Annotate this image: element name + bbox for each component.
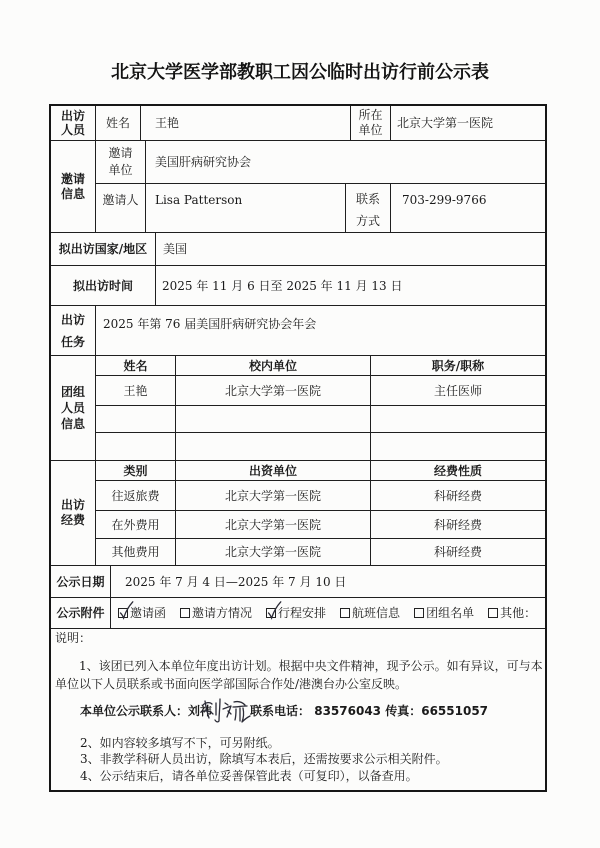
note-item-1: 1、该团已列入本单位年度出访计划。根据中央文件精神，现予公示。如有异议，可与本单位以下人员联系或书面向医学部国际合作处/港澳台办公室反映。 — [55, 659, 543, 691]
funding-section-cell — [50, 460, 96, 566]
group-header-name: 姓名 — [123, 358, 148, 373]
funding-category: 在外费用 — [111, 517, 160, 532]
inviting-org-label-cell — [95, 140, 146, 184]
traveler-name-label: 姓名 — [105, 116, 130, 130]
group-empty-cell — [370, 405, 546, 433]
funding-row-category-cell — [95, 510, 176, 539]
inviting-org-cell — [145, 140, 546, 184]
traveler-unit-label: 所在单位 — [358, 108, 383, 137]
contact-name: 刘祎 — [188, 704, 213, 718]
funding-row-payer-cell — [175, 510, 371, 539]
inviter-cell — [145, 183, 346, 233]
traveler-section-label: 出访人员 — [60, 109, 85, 137]
funding-category: 往返旅费 — [111, 488, 160, 503]
funding-payer: 北京大学第一医院 — [224, 545, 321, 559]
funding-payer: 北京大学第一医院 — [224, 488, 321, 503]
funding-row-category-cell — [95, 538, 176, 566]
checkbox — [340, 608, 350, 618]
attachment-item-inviter-info — [180, 605, 252, 621]
destination-cell — [155, 232, 546, 266]
traveler-unit-value: 北京大学第一医院 — [397, 116, 494, 130]
traveler-section-cell — [50, 105, 96, 141]
funding-category: 其他费用 — [111, 545, 160, 559]
funding-row-type-cell — [370, 510, 546, 539]
group-members-section-label: 团组人员信息 — [60, 385, 85, 431]
group-row-title-cell — [370, 375, 546, 406]
funding-header-payer: 出资单位 — [248, 463, 297, 478]
checkbox — [488, 608, 498, 618]
group-header-title: 职务/职称 — [431, 358, 485, 373]
funding-row-type-cell — [370, 538, 546, 566]
group-header-name-cell — [95, 355, 176, 376]
checkbox — [118, 608, 128, 618]
group-row-name-cell — [95, 375, 176, 406]
attachment-item-other — [488, 605, 536, 621]
fax-value: 66551057 — [421, 704, 489, 718]
checkbox — [180, 608, 190, 618]
invitation-section-label: 邀请信息 — [60, 171, 85, 201]
publicity-period-value: 2025 年 7 月 4 日—2025 年 7 月 10 日 — [125, 574, 347, 589]
destination-value: 美国 — [163, 242, 188, 256]
attachments-label: 公示附件 — [56, 606, 105, 620]
attachment-label: 邀请方情况 — [192, 606, 253, 620]
attachment-label: 行程安排 — [278, 606, 327, 620]
traveler-name-cell — [140, 105, 351, 141]
group-header-unit-cell — [175, 355, 371, 376]
funding-row-category-cell — [95, 480, 176, 511]
group-members-section-cell — [50, 355, 96, 461]
travel-dates-label: 拟出访时间 — [72, 278, 133, 293]
phone-label: 联系电话： — [250, 704, 311, 718]
funding-type: 科研经费 — [433, 545, 482, 559]
inviter-contact-value: 703-299-9766 — [402, 193, 487, 207]
form-title: 北京大学医学部教职工因公临时出访行前公示表 — [111, 62, 489, 83]
notes-box — [50, 628, 546, 791]
attachments-cell — [110, 597, 546, 629]
visit-task-value: 2025 年第 76 届美国肝病研究协会年会 — [103, 317, 317, 331]
inviter-label: 邀请人 — [102, 193, 139, 207]
checkmark-icon — [266, 601, 282, 619]
notes-heading: 说明： — [55, 631, 92, 645]
inviting-org-label: 邀请单位 — [108, 146, 133, 177]
group-empty-cell — [175, 405, 371, 433]
note-item-2: 2、如内容较多填写不下，可另附纸。 — [80, 736, 280, 750]
attachments-label-cell — [50, 597, 111, 629]
publicity-period-label-cell — [50, 565, 111, 598]
traveler-name-label-cell — [95, 105, 141, 141]
checkmark-icon — [118, 601, 134, 619]
travel-dates-cell — [155, 265, 546, 306]
handwritten-signature — [212, 705, 250, 719]
group-empty-cell — [175, 432, 371, 461]
fax-label: 传真： — [385, 704, 422, 718]
attachment-item-itinerary — [266, 605, 326, 621]
group-header-title-cell — [370, 355, 546, 376]
inviter-contact-label-cell — [345, 183, 391, 233]
funding-type: 科研经费 — [433, 488, 482, 503]
destination-label-cell — [50, 232, 156, 266]
inviting-org-value: 美国肝病研究协会 — [155, 155, 252, 169]
attachment-item-invitation-letter — [118, 605, 166, 621]
inviter-value: Lisa Patterson — [155, 193, 243, 207]
visit-task-cell — [95, 305, 546, 356]
funding-row-type-cell — [370, 480, 546, 511]
group-empty-cell — [95, 432, 176, 461]
checkbox — [414, 608, 424, 618]
contact-line — [80, 702, 488, 720]
visit-task-label-cell — [50, 305, 96, 356]
publicity-period-label: 公示日期 — [56, 574, 105, 589]
group-member-unit: 北京大学第一医院 — [224, 383, 321, 398]
visit-task-label: 出访任务 — [60, 312, 85, 349]
inviter-contact-label: 联系方式 — [355, 192, 380, 228]
funding-row-payer-cell — [175, 538, 371, 566]
attachment-item-group-list — [414, 605, 474, 621]
inviter-label-cell — [95, 183, 146, 233]
traveler-unit-cell — [390, 105, 546, 141]
group-row-unit-cell — [175, 375, 371, 406]
funding-header-category-cell — [95, 460, 176, 481]
funding-section-label: 出访经费 — [60, 498, 85, 527]
attachment-label: 航班信息 — [352, 606, 401, 620]
travel-dates-label-cell — [50, 265, 156, 306]
attachments-list — [111, 605, 536, 621]
invitation-section-cell — [50, 140, 96, 233]
attachment-label: 团组名单 — [426, 606, 475, 620]
attachment-item-flight-info — [340, 605, 400, 621]
funding-header-type: 经费性质 — [433, 463, 482, 478]
funding-header-category: 类别 — [123, 463, 148, 478]
group-member-title: 主任医师 — [433, 383, 482, 398]
traveler-name-value: 王艳 — [155, 116, 180, 130]
funding-header-type-cell — [370, 460, 546, 481]
inviter-contact-cell — [390, 183, 546, 233]
funding-header-payer-cell — [175, 460, 371, 481]
group-header-unit: 校内单位 — [248, 358, 297, 373]
group-empty-cell — [95, 405, 176, 433]
signature-icon — [198, 697, 252, 725]
note-item-4: 4、公示结束后，请各单位妥善保管此表（可复印），以备查用。 — [80, 769, 418, 783]
destination-label: 拟出访国家/地区 — [58, 242, 148, 256]
traveler-unit-label-cell — [350, 105, 391, 141]
contact-prefix: 本单位公示联系人： — [80, 704, 189, 718]
checkbox — [266, 608, 276, 618]
attachment-label: 邀请函 — [130, 606, 167, 620]
funding-row-payer-cell — [175, 480, 371, 511]
publicity-period-cell — [110, 565, 546, 598]
funding-type: 科研经费 — [433, 517, 482, 532]
phone-value: 83576043 — [314, 704, 382, 718]
group-member-name: 王艳 — [123, 383, 148, 398]
funding-payer: 北京大学第一医院 — [224, 517, 321, 532]
group-empty-cell — [370, 432, 546, 461]
note-item-3: 3、非教学科研人员出访，除填写本表后，还需按要求公示相关附件。 — [80, 752, 448, 766]
attachment-label: 其他： — [500, 606, 537, 620]
travel-dates-value: 2025 年 11 月 6 日至 2025 年 11 月 13 日 — [162, 278, 403, 293]
